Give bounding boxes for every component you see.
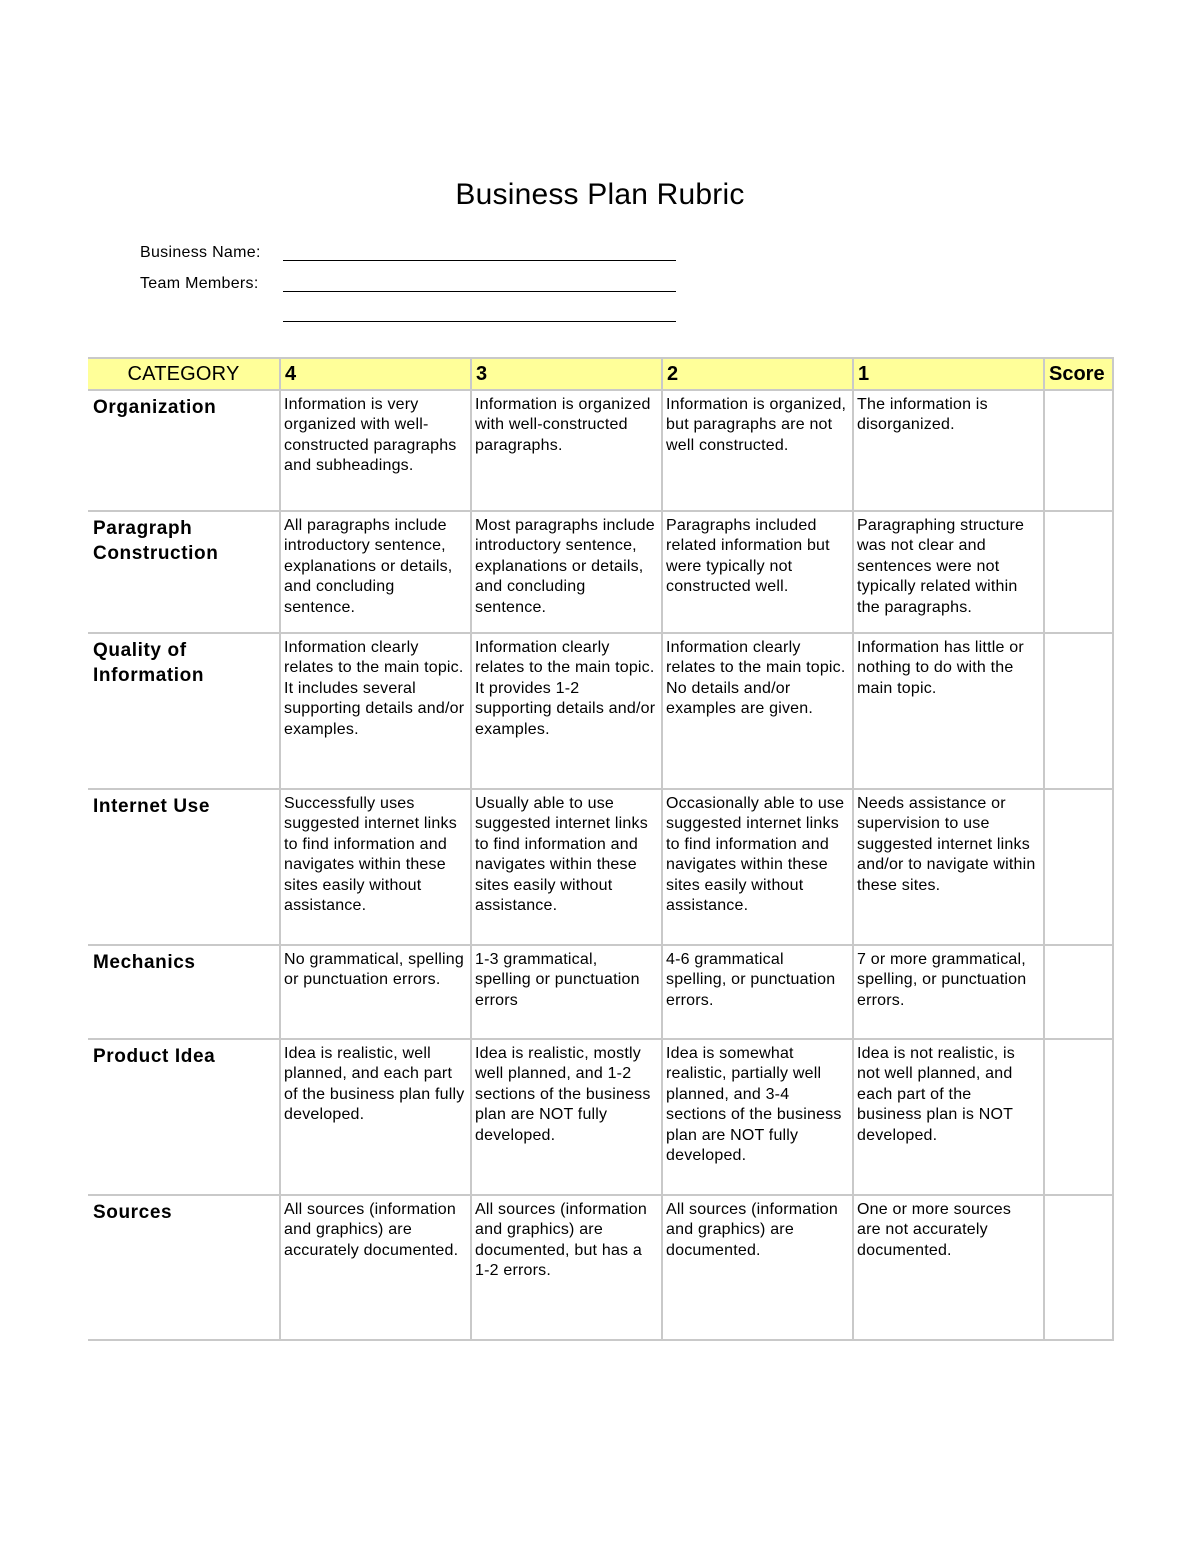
table-row — [88, 511, 1113, 633]
header-score-1: 1 — [853, 358, 1044, 390]
score-cell[interactable] — [1044, 633, 1113, 789]
business-name-label: Business Name: — [140, 244, 261, 261]
row-cell: Paragraphs included related information but were typically not constructed well. — [662, 511, 853, 633]
row-cell: All paragraphs include introductory sentence, explanations or details, and concluding sentence. — [280, 511, 471, 633]
row-cell: Paragraphing structure was not clear and sentences were not typically related within the paragraphs. — [853, 511, 1044, 633]
row-cell: All sources (information and graphics) are accurately documented. — [280, 1195, 471, 1340]
header-score: Score — [1044, 358, 1113, 390]
row-cell: Information clearly relates to the main topic. It includes several supporting details and/or examples. — [280, 633, 471, 789]
table-row — [88, 789, 1113, 945]
row-category: Quality of Information — [88, 633, 280, 789]
score-cell[interactable] — [1044, 511, 1113, 633]
row-cell: The information is disorganized. — [853, 390, 1044, 511]
row-cell: Needs assistance or supervision to use suggested internet links and/or to navigate within these sites. — [853, 789, 1044, 945]
score-cell[interactable] — [1044, 390, 1113, 511]
row-cell: One or more sources are not accurately documented. — [853, 1195, 1044, 1340]
team-members-line-1[interactable] — [283, 291, 676, 292]
row-category: Organization — [88, 390, 280, 511]
row-cell: Information clearly relates to the main topic. It provides 1-2 supporting details and/or examples. — [471, 633, 662, 789]
row-category: Internet Use — [88, 789, 280, 945]
table-row — [88, 633, 1113, 789]
row-category: Product Idea — [88, 1039, 280, 1195]
header-category: CATEGORY — [88, 358, 280, 390]
score-cell[interactable] — [1044, 945, 1113, 1039]
table-row — [88, 945, 1113, 1039]
row-cell: Successfully uses suggested internet links to find information and navigates within these sites easily without assistance. — [280, 789, 471, 945]
row-cell: Idea is not realistic, is not well planned, and each part of the business plan is NOT developed. — [853, 1039, 1044, 1195]
header-row — [88, 358, 1113, 390]
table-row — [88, 1039, 1113, 1195]
row-cell: All sources (information and graphics) are documented, but has a 1-2 errors. — [471, 1195, 662, 1340]
row-cell: Information is organized, but paragraphs are not well constructed. — [662, 390, 853, 511]
business-name-line[interactable] — [283, 260, 676, 261]
team-members-label: Team Members: — [140, 275, 259, 292]
table-row — [88, 390, 1113, 511]
rubric-table — [88, 357, 1114, 1341]
score-cell[interactable] — [1044, 1039, 1113, 1195]
row-cell: All sources (information and graphics) are documented. — [662, 1195, 853, 1340]
row-cell: Information is very organized with well-constructed paragraphs and subheadings. — [280, 390, 471, 511]
table-row — [88, 1195, 1113, 1340]
row-cell: Occasionally able to use suggested internet links to find information and navigates within these sites easily without assistance. — [662, 789, 853, 945]
header-score-3: 3 — [471, 358, 662, 390]
page-title: Business Plan Rubric — [455, 178, 745, 211]
header-score-2: 2 — [662, 358, 853, 390]
row-cell: Usually able to use suggested internet links to find information and navigates within these sites easily without assistance. — [471, 789, 662, 945]
row-category: Sources — [88, 1195, 280, 1340]
team-members-line-2[interactable] — [283, 321, 676, 322]
row-category: Mechanics — [88, 945, 280, 1039]
header-score-4: 4 — [280, 358, 471, 390]
row-cell: Information clearly relates to the main topic. No details and/or examples are given. — [662, 633, 853, 789]
row-cell: Idea is realistic, mostly well planned, and 1-2 sections of the business plan are NOT fully developed. — [471, 1039, 662, 1195]
row-cell: Information is organized with well-constructed paragraphs. — [471, 390, 662, 511]
row-cell: Idea is somewhat realistic, partially well planned, and 3-4 sections of the business plan are NOT fully developed. — [662, 1039, 853, 1195]
row-category: Paragraph Construction — [88, 511, 280, 633]
row-cell: 1-3 grammatical, spelling or punctuation errors — [471, 945, 662, 1039]
row-cell: 4-6 grammatical spelling, or punctuation errors. — [662, 945, 853, 1039]
row-cell: Information has little or nothing to do with the main topic. — [853, 633, 1044, 789]
row-cell: Idea is realistic, well planned, and each part of the business plan fully developed. — [280, 1039, 471, 1195]
row-cell: Most paragraphs include introductory sentence, explanations or details, and concluding sentence. — [471, 511, 662, 633]
row-cell: 7 or more grammatical, spelling, or punctuation errors. — [853, 945, 1044, 1039]
score-cell[interactable] — [1044, 789, 1113, 945]
score-cell[interactable] — [1044, 1195, 1113, 1340]
row-cell: No grammatical, spelling or punctuation errors. — [280, 945, 471, 1039]
